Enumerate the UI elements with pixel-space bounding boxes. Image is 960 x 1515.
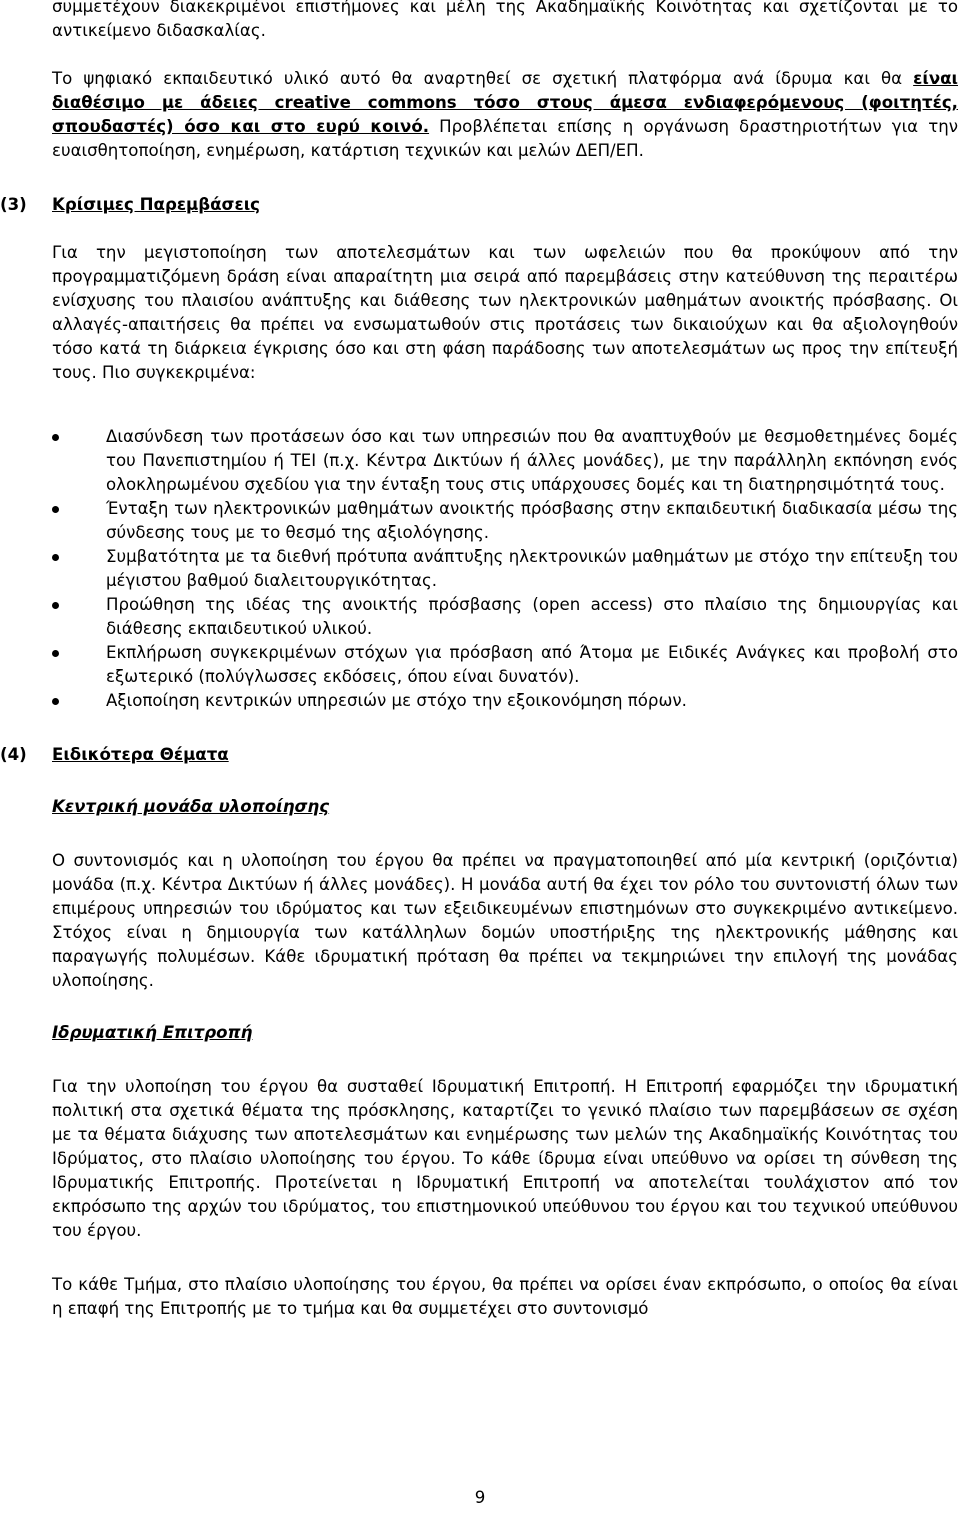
list-item-text: Συμβατότητα με τα διεθνή πρότυπα ανάπτυξης ηλεκτρονικών μαθημάτων με στόχο την επίτευξη του μέγιστου βαθμού διαλειτουργικότητας.: [106, 547, 958, 590]
list-item: [52, 593, 958, 641]
bullet-icon: [52, 698, 59, 705]
subsection-central-unit-title: Κεντρική μονάδα υλοποίησης: [52, 797, 330, 816]
subsection-committee-paragraph-2: Το κάθε Τμήμα, στο πλαίσιο υλοποίησης του έργου, θα πρέπει να ορίσει έναν εκπρόσωπο, ο οποίος θα είναι η επαφή της Επιτροπής με το τμήμα και θα συμμετέχει στο συντονισμό: [52, 1275, 958, 1318]
subsection-committee-title: Ιδρυματική Επιτροπή: [52, 1023, 253, 1042]
section-3-title: Κρίσιμες Παρεμβάσεις: [52, 195, 261, 214]
list-item-text: Προώθηση της ιδέας της ανοικτής πρόσβασης (open access) στο πλαίσιο της δημιουργίας και διάθεσης εκπαιδευτικού υλικού.: [106, 595, 958, 638]
bullet-icon: [52, 650, 59, 657]
section-3-bullet-list: [52, 425, 958, 713]
list-item: [52, 641, 958, 689]
list-item-text: Αξιοποίηση κεντρικών υπηρεσιών με στόχο την εξοικονόμηση πόρων.: [106, 691, 687, 710]
list-item: [52, 689, 958, 713]
list-item: [52, 425, 958, 497]
subsection-central-unit-paragraph: Ο συντονισμός και η υλοποίηση του έργου θα πρέπει να πραγματοποιηθεί από μία κεντρική (οριζόντια) μονάδα (π.χ. Κέντρα Δικτύων ή άλλες μονάδες). Η μονάδα αυτή θα έχει τον ρόλο του συντονιστή όλων των επιμέρους υπηρεσιών του ιδρύματος και των εξειδικευμένων επιστημόνων στο συγκεκριμένο αντικείμενο. Στόχος είναι η δημιουργία των κατάλληλων δομών υποστήριξης της ηλεκτρονικής μάθησης και παραγωγής πολυμέσων. Κάθε ιδρυματική πρόταση θα πρέπει να τεκμηριώνει την επιλογή της μονάδας υλοποίησης.: [52, 851, 958, 990]
list-item: [52, 545, 958, 593]
bullet-icon: [52, 554, 59, 561]
section-3-heading: [0, 193, 958, 217]
section-3-number: (3): [0, 195, 27, 214]
intro-paragraph-2-start: Το ψηφιακό εκπαιδευτικό υλικό αυτό θα αναρτηθεί σε σχετική πλατφόρμα ανά ίδρυμα και θα: [52, 69, 914, 88]
subsection-committee-paragraph-1: Για την υλοποίηση του έργου θα συσταθεί Ιδρυματική Επιτροπή. Η Επιτροπή εφαρμόζει την ιδρυματική πολιτική στα σχετικά θέματα της πρόσκλησης, καταρτίζει το γενικό πλαίσιο των παρεμβάσεων σε σχέση με τα θέματα διάχυσης των αποτελεσμάτων και ενημέρωσης των μελών της Ακαδημαϊκής Κοινότητας του Ιδρύματος, στο πλαίσιο υλοποίησης του έργου. Το κάθε ίδρυμα είναι υπεύθυνο να ορίσει τη σύνθεση της Ιδρυματικής Επιτροπής. Προτείνεται η Ιδρυματική Επιτροπή να αποτελείται τουλάχιστον από τον εκπρόσωπο της αρχών του ιδρύματος, του επιστημονικού υπεύθυνου του έργου και του τεχνικού υπεύθυνου του έργου.: [52, 1077, 958, 1240]
list-item-text: Εκπλήρωση συγκεκριμένων στόχων για πρόσβαση από Άτομα με Ειδικές Ανάγκες και προβολή στο εξωτερικό (πολύγλωσσες εκδόσεις, όπου είναι δυνατόν).: [106, 643, 958, 686]
intro-paragraph-2-emphasis: είναι διαθέσιμο με άδειες creative commons τόσο στους άμεσα ενδιαφερόμενους (φοιτητές, σπουδαστές) όσο και στο ευρύ κοινό.: [52, 69, 958, 136]
list-item: [52, 497, 958, 545]
list-item-text: Ένταξη των ηλεκτρονικών μαθημάτων ανοικτής πρόσβασης στην εκπαιδευτική διαδικασία μέσω της σύνδεσης τους με το θεσμό της αξιολόγησης.: [106, 499, 958, 542]
intro-paragraph-2: [52, 67, 958, 163]
list-item-text: Διασύνδεση των προτάσεων όσο και των υπηρεσιών που θα αναπτυχθούν με θεσμοθετημένες δομές του Πανεπιστημίου ή ΤΕΙ (π.χ. Κέντρα Δικτύων ή άλλες μονάδες), με την παράλληλη εκπόνηση ενός ολοκληρωμένου σχεδίου για την ένταξη τους στις υπάρχουσες δομές και τη διατηρησιμότητά τους.: [106, 427, 958, 494]
section-4-heading: [0, 743, 958, 767]
section-3-paragraph: Για την μεγιστοποίηση των αποτελεσμάτων και των ωφελειών που θα προκύψουν από την προγραμματιζόμενη δράση είναι απαραίτητη μια σειρά από παρεμβάσεις στην κατεύθυνση της περαιτέρω ενίσχυσης του πλαισίου ανάπτυξης και διάθεσης των ηλεκτρονικών μαθημάτων ανοικτής πρόσβασης. Οι αλλαγές-απαιτήσεις θα πρέπει να ενσωματωθούν στις προτάσεις των δικαιούχων και θα αξιολογηθούν τόσο κατά τη διάρκεια έγκρισης όσο και στη φάση παράδοσης των αποτελεσμάτων ως προς την επίτευξή τους. Πιο συγκεκριμένα:: [52, 243, 958, 382]
bullet-icon: [52, 434, 59, 441]
bullet-icon: [52, 506, 59, 513]
section-4-number: (4): [0, 745, 27, 764]
intro-paragraph-2-end: Προβλέπεται επίσης η οργάνωση δραστηριοτήτων για την ευαισθητοποίηση, ενημέρωση, κατάρτιση τεχνικών και μελών ΔΕΠ/ΕΠ.: [52, 117, 958, 160]
bullet-icon: [52, 602, 59, 609]
section-4-title: Ειδικότερα Θέματα: [52, 745, 229, 764]
intro-paragraph-1: συμμετέχουν διακεκριμένοι επιστήμονες και μέλη της Ακαδημαϊκής Κοινότητας και σχετίζονται με το αντικείμενο διδασκαλίας.: [52, 0, 958, 40]
page-number: 9: [474, 1488, 486, 1507]
